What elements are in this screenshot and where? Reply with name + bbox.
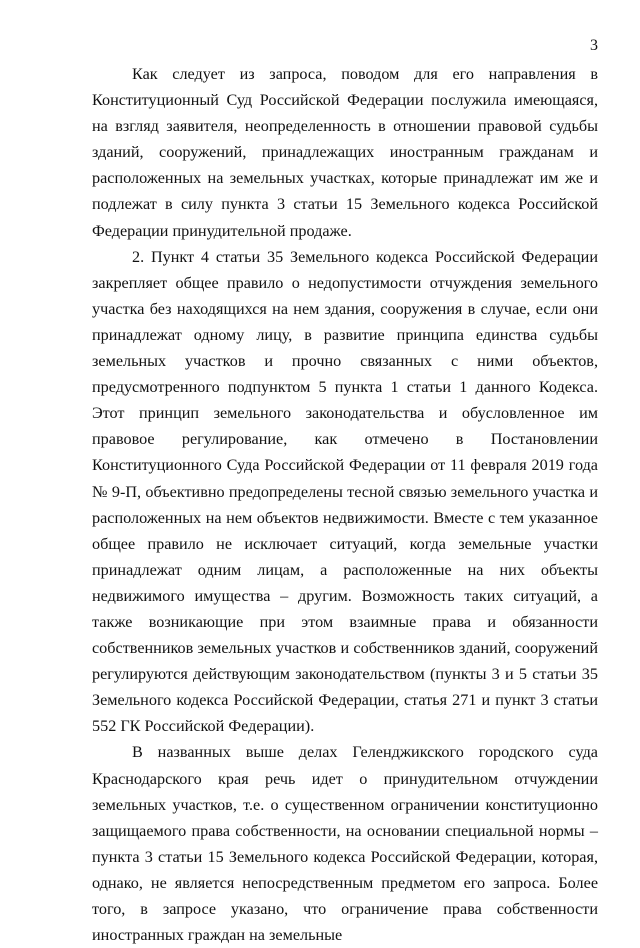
document-body [92, 61, 598, 948]
paragraph-2: 2. Пункт 4 статьи 35 Земельного кодекса Российской Федерации закрепляет общее правило о недопустимости отчуждения земельного участка без находящихся на нем здания, сооружения в случае, если они принадлежат одному лицу, в развитие принципа единства судьбы земельных участков и прочно связанных с ними объектов, предусмотренного подпунктом 5 пункта 1 статьи 1 данного Кодекса. Этот принцип земельного законодательства и обусловленное им правовое регулирование, как отмечено в Постановлении Конституционного Суда Российской Федерации от 11 февраля 2019 года № 9-П, объективно предопределены тесной связью земельного участка и расположенных на нем объектов недвижимости. Вместе с тем указанное общее правило не исключает ситуаций, когда земельные участки принадлежат одним лицам, а расположенные на них объекты недвижимого имущества – другим. Возможность таких ситуаций, а также возникающие при этом взаимные права и обязанности собственников земельных участков и собственников зданий, сооружений регулируются действующим законодательством (пункты 3 и 5 статьи 35 Земельного кодекса Российской Федерации, статья 271 и пункт 3 статьи 552 ГК Российской Федерации). [92, 247, 598, 736]
paragraph-1: Как следует из запроса, поводом для его направления в Конституционный Суд Российской Федерации послужила имеющаяся, на взгляд заявителя, неопределенность в отношении правовой судьбы зданий, сооружений, принадлежащих иностранным гражданам и расположенных на земельных участках, которые принадлежат им же и подлежат в силу пункта 3 статьи 15 Земельного кодекса Российской Федерации принудительной продаже. [92, 65, 598, 240]
page-number: 3 [590, 37, 598, 54]
paragraph-3: В названных выше делах Геленджикского городского суда Краснодарского края речь идет о принудительном отчуждении земельных участков, т.е. о существенном ограничении конституционно защищаемого права собственности, на основании специальной нормы – пункта 3 статьи 15 Земельного кодекса Российской Федерации, которая, однако, не является непосредственным предметом его запроса. Более того, в запросе указано, что ограничение права собственности иностранных граждан на земельные [92, 743, 598, 945]
